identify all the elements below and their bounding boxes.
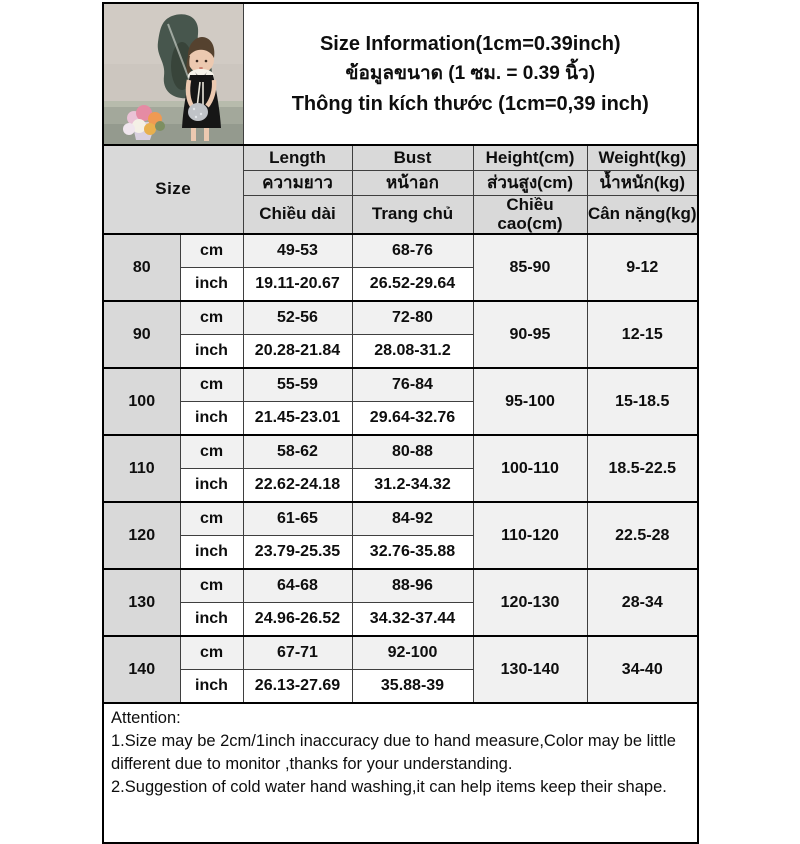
col-header-bust-vi: Trang chủ — [352, 196, 473, 235]
bust-cm: 88-96 — [352, 569, 473, 603]
length-cm: 55-59 — [243, 368, 352, 402]
row-90-cm — [103, 301, 698, 335]
bust-inch: 29.64-32.76 — [352, 402, 473, 436]
title-vietnamese: Thông tin kích thước (1cm=0,39 inch) — [291, 93, 649, 115]
photo-flower-yellow — [144, 123, 156, 135]
size-value: 110 — [103, 435, 180, 502]
banner-row — [103, 3, 698, 145]
bust-cm: 72-80 — [352, 301, 473, 335]
bust-inch: 31.2-34.32 — [352, 469, 473, 503]
unit-cm: cm — [180, 636, 243, 670]
size-value: 90 — [103, 301, 180, 368]
size-value: 80 — [103, 234, 180, 301]
row-100-cm — [103, 368, 698, 402]
photo-girl-eye-right — [205, 60, 208, 63]
bust-cm: 68-76 — [352, 234, 473, 268]
weight-value: 18.5-22.5 — [587, 435, 698, 502]
length-cm: 64-68 — [243, 569, 352, 603]
weight-value: 9-12 — [587, 234, 698, 301]
size-value: 140 — [103, 636, 180, 703]
height-value: 95-100 — [473, 368, 587, 435]
unit-cm: cm — [180, 435, 243, 469]
height-value: 110-120 — [473, 502, 587, 569]
col-header-height-th: ส่วนสูง(cm) — [473, 171, 587, 196]
length-inch: 26.13-27.69 — [243, 670, 352, 704]
length-cm: 67-71 — [243, 636, 352, 670]
length-inch: 22.62-24.18 — [243, 469, 352, 503]
unit-cm: cm — [180, 301, 243, 335]
size-chart-sheet — [102, 2, 699, 844]
col-header-length-en: Length — [243, 145, 352, 171]
unit-inch: inch — [180, 670, 243, 704]
height-value: 120-130 — [473, 569, 587, 636]
photo-girl-eye-left — [196, 60, 199, 63]
weight-value: 28-34 — [587, 569, 698, 636]
col-header-length-vi: Chiều dài — [243, 196, 352, 235]
col-header-weight-vi: Cân nặng(kg) — [587, 196, 698, 235]
attention-line-2: 2.Suggestion of cold water hand washing,it can help items keep their shape. — [111, 777, 667, 796]
weight-value: 22.5-28 — [587, 502, 698, 569]
row-130-cm — [103, 569, 698, 603]
photo-bag-sparkle-3 — [195, 116, 197, 118]
unit-inch: inch — [180, 335, 243, 369]
col-header-height-en: Height(cm) — [473, 145, 587, 171]
row-110-cm — [103, 435, 698, 469]
length-cm: 49-53 — [243, 234, 352, 268]
attention-title: Attention: — [111, 709, 181, 728]
photo-girl-leg-right — [204, 128, 209, 141]
photo-flower-lilac — [123, 123, 135, 135]
col-header-length-th: ความยาว — [243, 171, 352, 196]
col-header-weight-th: น้ำหนัก(kg) — [587, 171, 698, 196]
unit-cm: cm — [180, 502, 243, 536]
unit-cm: cm — [180, 569, 243, 603]
weight-value: 34-40 — [587, 636, 698, 703]
length-inch: 23.79-25.35 — [243, 536, 352, 570]
unit-cm: cm — [180, 368, 243, 402]
bust-inch: 35.88-39 — [352, 670, 473, 704]
length-cm: 61-65 — [243, 502, 352, 536]
photo-leaves — [155, 121, 165, 131]
col-header-bust-en: Bust — [352, 145, 473, 171]
height-value: 130-140 — [473, 636, 587, 703]
row-80-cm — [103, 234, 698, 268]
col-header-height-vi: Chiều cao(cm) — [473, 196, 587, 235]
header-row-english — [103, 145, 698, 171]
unit-inch: inch — [180, 268, 243, 302]
photo-bag-sparkle-1 — [193, 108, 195, 110]
length-cm: 52-56 — [243, 301, 352, 335]
size-value: 130 — [103, 569, 180, 636]
title-cell — [243, 3, 698, 145]
bust-inch: 32.76-35.88 — [352, 536, 473, 570]
bust-cm: 92-100 — [352, 636, 473, 670]
photo-bag-sparkle-2 — [200, 113, 202, 115]
col-header-bust-th: หน้าอก — [352, 171, 473, 196]
size-value: 100 — [103, 368, 180, 435]
length-inch: 21.45-23.01 — [243, 402, 352, 436]
title-english: Size Information(1cm=0.39inch) — [319, 33, 621, 55]
bust-cm: 76-84 — [352, 368, 473, 402]
photo-bench-top — [104, 101, 243, 107]
attention-line-1: 1.Size may be 2cm/1inch inaccuracy due to hand measure,Color may be little different due to monitor ,thanks for your understanding. — [111, 732, 676, 773]
bust-inch: 34.32-37.44 — [352, 603, 473, 637]
unit-inch: inch — [180, 536, 243, 570]
unit-inch: inch — [180, 603, 243, 637]
row-120-cm — [103, 502, 698, 536]
unit-inch: inch — [180, 402, 243, 436]
bust-inch: 26.52-29.64 — [352, 268, 473, 302]
length-inch: 24.96-26.52 — [243, 603, 352, 637]
bust-inch: 28.08-31.2 — [352, 335, 473, 369]
unit-cm: cm — [180, 234, 243, 268]
length-inch: 19.11-20.67 — [243, 268, 352, 302]
height-value: 85-90 — [473, 234, 587, 301]
bust-cm: 84-92 — [352, 502, 473, 536]
photo-girl-leg-left — [191, 128, 196, 141]
size-table — [102, 2, 699, 844]
height-value: 90-95 — [473, 301, 587, 368]
length-cm: 58-62 — [243, 435, 352, 469]
height-value: 100-110 — [473, 435, 587, 502]
attention-note — [103, 703, 698, 843]
size-value: 120 — [103, 502, 180, 569]
weight-value: 12-15 — [587, 301, 698, 368]
weight-value: 15-18.5 — [587, 368, 698, 435]
title-thai: ข้อมูลขนาด (1 ซม. = 0.39 นิ้ว) — [345, 63, 596, 84]
product-photo — [104, 4, 243, 144]
product-photo-cell — [103, 3, 243, 145]
photo-girl-mouth — [199, 67, 203, 69]
attention-row — [103, 703, 698, 843]
row-140-cm — [103, 636, 698, 670]
length-inch: 20.28-21.84 — [243, 335, 352, 369]
size-header: Size — [103, 145, 243, 234]
photo-girl-bag — [188, 103, 208, 121]
unit-inch: inch — [180, 469, 243, 503]
col-header-weight-en: Weight(kg) — [587, 145, 698, 171]
bust-cm: 80-88 — [352, 435, 473, 469]
